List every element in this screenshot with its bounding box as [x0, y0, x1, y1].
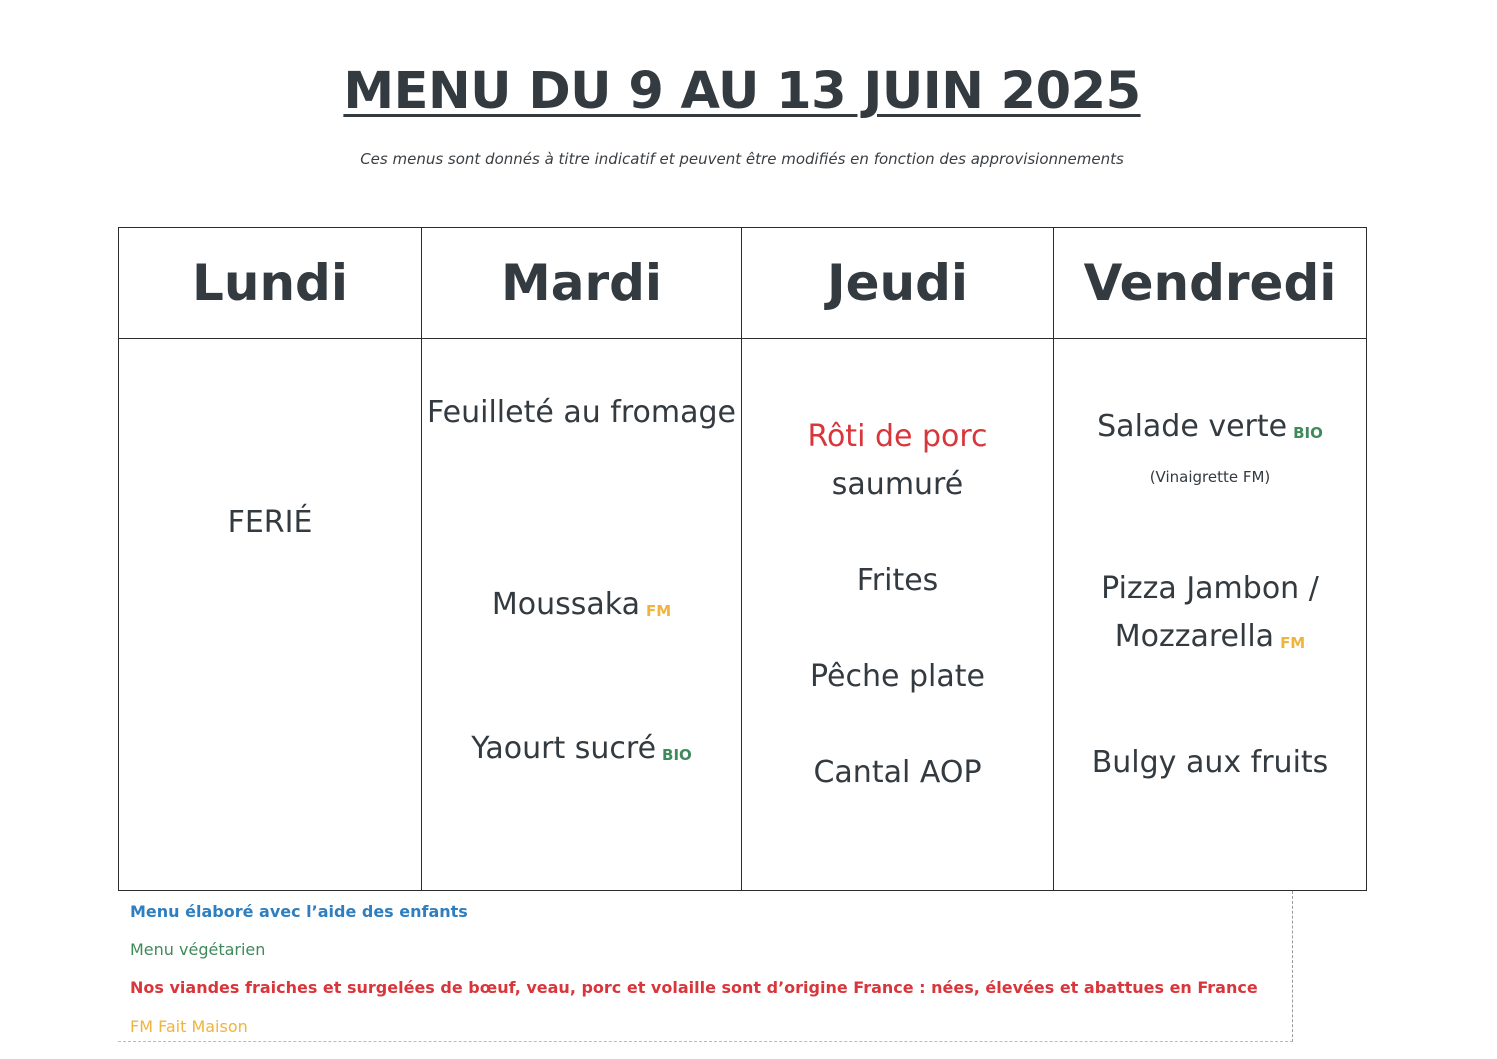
legend [118, 891, 1293, 1042]
vendredi-starter-tag: BIO [1293, 424, 1323, 442]
subtitle: Ces menus sont donnés à titre indicatif et peuvent être modifiés en fonction des approvisionnements [360, 150, 1124, 168]
mardi-cell [422, 339, 742, 891]
legend-vegetarian: Menu végétarien [130, 940, 266, 959]
jeudi-side: Frites [856, 563, 939, 598]
vendredi-cell [1054, 339, 1367, 891]
mardi-main [422, 581, 741, 635]
legend-origin: Nos viandes fraiches et surgelées de bœuf, veau, porc et volaille sont d’origine France : nées, élevées et abattues en France [130, 978, 1258, 997]
vendredi-dessert: Bulgy aux fruits [1091, 745, 1329, 780]
jeudi-cheese: Cantal AOP [813, 755, 982, 790]
dishes-row [119, 339, 1367, 891]
jeudi-cell [742, 339, 1054, 891]
day-header-row [119, 228, 1367, 339]
day-header-vendredi: Vendredi [1054, 228, 1367, 339]
day-header-lundi: Lundi [119, 228, 422, 339]
mardi-dessert-tag: BIO [662, 746, 692, 764]
page-title: MENU DU 9 AU 13 JUIN 2025 [343, 62, 1141, 121]
vendredi-main [1054, 565, 1366, 667]
vendredi-starter-note: (Vinaigrette FM) [1149, 468, 1271, 486]
mardi-main-tag: FM [645, 602, 672, 620]
vendredi-starter-label: Salade verte [1097, 409, 1288, 444]
menu-table [118, 227, 1367, 891]
mardi-dessert [422, 725, 741, 779]
jeudi-fruit: Pêche plate [810, 659, 985, 694]
legend-fm: FM Fait Maison [130, 1017, 248, 1036]
page-title-wrap [0, 62, 1484, 121]
mardi-starter: Feuilleté au fromage [427, 395, 736, 430]
vendredi-main-line1: Pizza Jambon / [1101, 571, 1319, 606]
day-header-mardi: Mardi [422, 228, 742, 339]
vendredi-main-tag: FM [1280, 634, 1306, 652]
vendredi-main-line2: Mozzarella [1114, 619, 1275, 654]
vendredi-starter [1054, 403, 1366, 457]
jeudi-main-red: Rôti de porc [807, 419, 988, 454]
lundi-holiday: FERIÉ [227, 505, 313, 540]
lundi-cell [119, 339, 422, 891]
jeudi-main [742, 413, 1053, 509]
mardi-dessert-label: Yaourt sucré [471, 731, 657, 766]
mardi-main-label: Moussaka [491, 587, 640, 622]
day-header-jeudi: Jeudi [742, 228, 1054, 339]
jeudi-main-rest: saumuré [831, 467, 964, 502]
legend-children: Menu élaboré avec l’aide des enfants [130, 902, 468, 921]
